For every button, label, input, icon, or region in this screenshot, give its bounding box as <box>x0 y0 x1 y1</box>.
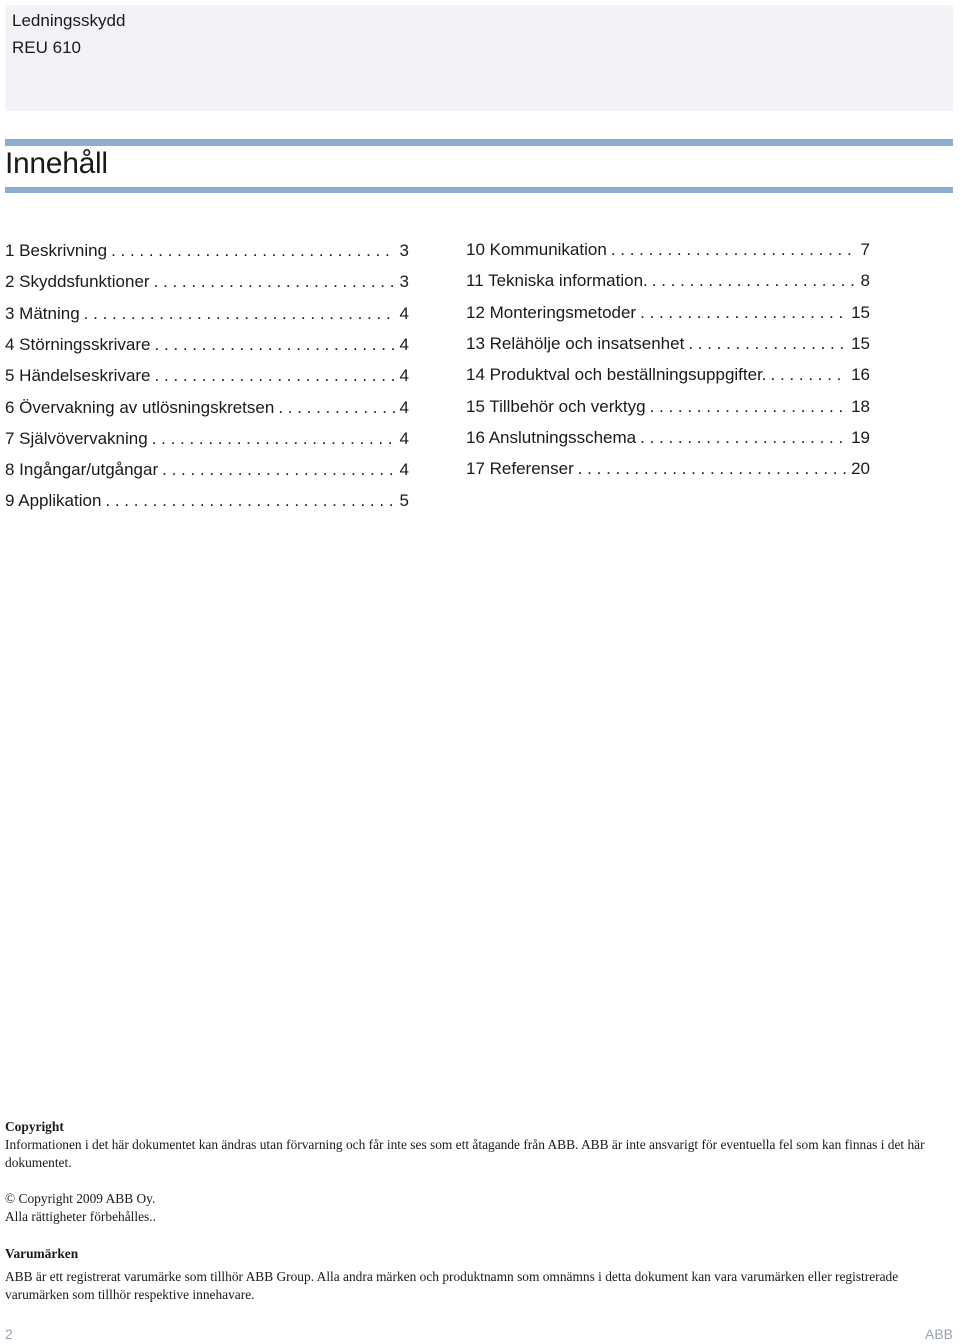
toc-entry[interactable] <box>5 398 409 422</box>
footer-brand: ABB <box>924 1326 953 1342</box>
toc-entry[interactable] <box>466 459 870 483</box>
toc-entry-page: 4 <box>399 428 409 448</box>
toc-entry-label: 12 Monteringsmetoder <box>466 302 637 322</box>
trademarks-section <box>5 1245 955 1304</box>
copyright-section <box>5 1118 955 1172</box>
title-bottom-rule <box>5 187 953 193</box>
toc-entry-page: 5 <box>399 491 409 511</box>
toc-dot-leader <box>154 272 396 292</box>
page-number: 2 <box>5 1326 13 1342</box>
toc-entry[interactable] <box>466 428 870 452</box>
title-top-rule <box>5 139 953 146</box>
toc-entry-label: 16 Anslutningsschema <box>466 427 637 447</box>
document-header <box>5 5 953 111</box>
toc-entry-page: 4 <box>399 366 409 386</box>
copyright-heading: Copyright <box>5 1119 64 1134</box>
toc-dot-leader <box>111 241 395 261</box>
toc-entry-page: 4 <box>399 303 409 323</box>
toc-entry-page: 19 <box>851 427 870 447</box>
copyright-line-row <box>5 1190 955 1208</box>
toc-dot-leader <box>105 491 395 511</box>
toc-entry-label: 6 Övervakning av utlösningskretsen <box>5 397 275 417</box>
toc-dot-leader <box>155 335 396 355</box>
trademarks-heading: Varumärken <box>5 1246 79 1261</box>
toc-dot-leader <box>688 334 847 354</box>
toc-entry-page: 8 <box>860 271 870 291</box>
page-title: Innehåll <box>5 147 108 180</box>
trademarks-text: ABB är ett registrerat varumärke som tillhör ABB Group. Alla andra märken och produktnamn som omnämns i detta dokument kan vara varumärken eller registrerade varumärken som tillhör respektive innehavare. <box>5 1269 899 1302</box>
toc-entry[interactable] <box>5 460 409 484</box>
header-product-type: Ledningsskydd <box>12 11 126 30</box>
toc-entry-label: 17 Referenser <box>466 459 574 479</box>
toc-entry-page: 7 <box>860 240 870 259</box>
copyright-symbol-icon: © <box>5 1191 16 1206</box>
toc-entry-page: 3 <box>399 241 409 260</box>
toc-entry-label: 11 Tekniska information. <box>466 271 648 291</box>
copyright-line: Copyright 2009 ABB Oy. <box>18 1191 156 1206</box>
toc-entry[interactable] <box>466 334 870 358</box>
toc-entry-label: 4 Störningsskrivare <box>5 334 151 354</box>
toc-entry-page: 16 <box>851 365 870 385</box>
toc-entry-label: 8 Ingångar/utgångar <box>5 460 159 480</box>
toc-dot-leader <box>278 398 395 418</box>
rights-line: Alla rättigheter förbehålles.. <box>5 1209 156 1224</box>
toc-dot-leader <box>155 366 396 386</box>
toc-dot-leader <box>640 428 847 448</box>
toc-entry-page: 18 <box>851 396 870 416</box>
toc-entry-label: 3 Mätning <box>5 303 80 323</box>
toc-dot-leader <box>578 459 847 479</box>
toc-entry-label: 13 Relähölje och insatsenhet <box>466 333 685 353</box>
toc-entry[interactable] <box>5 335 409 359</box>
toc-dot-leader <box>162 460 395 480</box>
toc-entry[interactable] <box>5 272 409 296</box>
toc-entry-label: 5 Händelseskrivare <box>5 366 151 386</box>
toc-dot-leader <box>640 303 847 323</box>
toc-entry[interactable] <box>466 397 870 421</box>
toc-entry-page: 4 <box>399 460 409 480</box>
toc-entry-page: 15 <box>851 302 870 322</box>
toc-entry[interactable] <box>5 241 409 265</box>
toc-entry-label: 14 Produktval och beställningsuppgifter. <box>466 365 767 385</box>
toc-entry-label: 9 Applikation <box>5 491 102 511</box>
toc-entry-page: 4 <box>399 334 409 354</box>
toc-entry[interactable] <box>5 491 409 515</box>
toc-entry-page: 4 <box>399 397 409 417</box>
toc-dot-leader <box>611 240 857 260</box>
header-product-model: REU 610 <box>12 38 81 57</box>
toc-entry-page: 20 <box>851 459 870 479</box>
toc-entry[interactable] <box>5 429 409 453</box>
toc-entry-label: 15 Tillbehör och verktyg <box>466 396 646 416</box>
toc-entry[interactable] <box>466 365 870 389</box>
toc-entry-page: 3 <box>399 272 409 292</box>
toc-entry[interactable] <box>466 271 870 295</box>
toc-entry[interactable] <box>5 304 409 328</box>
copyright-notice <box>5 1190 955 1226</box>
toc-dot-leader <box>652 271 857 291</box>
toc-dot-leader <box>650 397 848 417</box>
toc-entry[interactable] <box>466 240 870 264</box>
toc-entry-label: 1 Beskrivning <box>5 241 108 260</box>
toc-dot-leader <box>771 365 848 385</box>
copyright-text: Informationen i det här dokumentet kan ändras utan förvarning och får inte ses som ett åtagande från ABB. ABB är inte ansvarigt för eventuella fel som kan finnas i det här dokumentet. <box>5 1137 925 1170</box>
toc-entry[interactable] <box>466 303 870 327</box>
toc-entry-label: 2 Skyddsfunktioner <box>5 272 150 292</box>
toc-dot-leader <box>152 429 396 449</box>
toc-entry-page: 15 <box>851 333 870 353</box>
toc-dot-leader <box>84 304 396 324</box>
toc-entry-label: 7 Självövervakning <box>5 428 148 448</box>
toc-entry[interactable] <box>5 366 409 390</box>
toc-entry-label: 10 Kommunikation <box>466 240 607 259</box>
